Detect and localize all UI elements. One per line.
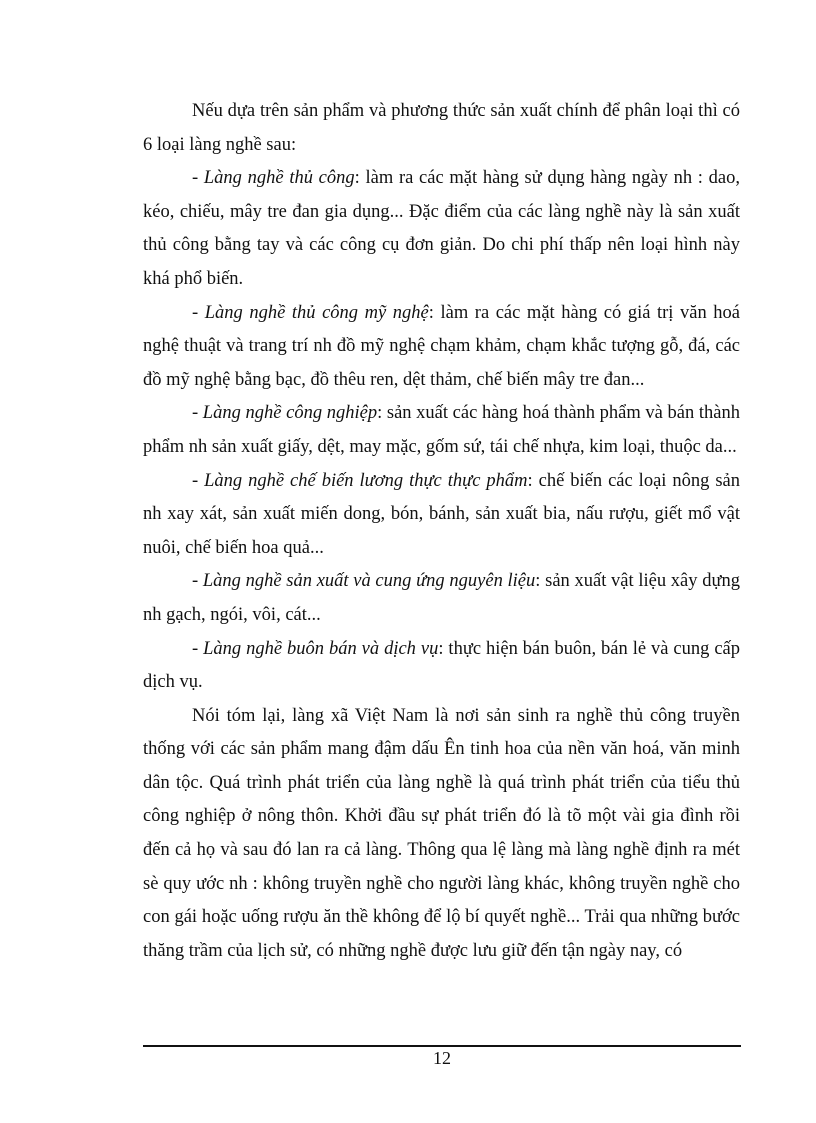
category-paragraph-materials (143, 565, 740, 632)
category-description: : chế biến các loại nông sản nh xay xát, sản xuất miến dong, bón, bánh, sản xuất bia, nấu rượu, giết mổ vật nuôi, chế biến hoa quả... (143, 470, 741, 558)
category-paragraph-food-processing (143, 465, 740, 566)
category-paragraph-handicraft (143, 162, 740, 296)
category-paragraph-industrial (143, 397, 740, 464)
category-term: - Làng nghề buôn bán và dịch vụ (192, 638, 439, 659)
body-text (143, 95, 740, 968)
category-term: - Làng nghề sản xuất và cung ứng nguyên liệu (192, 571, 536, 592)
category-description: : thực hiện bán buôn, bán lẻ và cung cấp dịch vụ. (143, 638, 740, 693)
intro-paragraph (143, 95, 740, 162)
category-paragraph-fine-art (143, 297, 740, 398)
category-term: - Làng nghề thủ công (192, 168, 355, 189)
intro-text: Nếu dựa trên sản phẩm và phương thức sản xuất chính để phân loại thì có 6 loại làng nghề sau: (143, 101, 740, 155)
category-term: - Làng nghề công nghiệp (192, 403, 378, 424)
category-term: - Làng nghề thủ công mỹ nghệ (192, 302, 429, 323)
conclusion-paragraph (143, 700, 740, 969)
category-description: : sản xuất vật liệu xây dựng nh gạch, ngói, vôi, cát... (143, 571, 740, 625)
conclusion-text: Nói tóm lại, làng xã Việt Nam là nơi sản sinh ra nghề thủ công truyền thống với các sản phẩm mang đậm dấu Ên tinh hoa của nền văn hoá, văn minh dân tộc. Quá trình phát triển của làng nghề là quá trình phát triển của tiểu thủ công nghiệp ở nông thôn. Khởi đầu sự phát triển đó là tõ một vài gia đình rồi đến cả họ và sau đó lan ra cả làng. Thông qua lệ làng mà làng nghề định ra mét sè quy ước nh : không truyền nghề cho người làng khác, không truyền nghề cho con gái hoặc uống rượu ăn thề không để lộ bí quyết nghề... Trải qua những bước thăng trầm của lịch sử, có những nghề được lưu giữ đến tận ngày nay, có (143, 705, 740, 961)
category-paragraph-trade-services (143, 633, 740, 700)
category-description: : sản xuất các hàng hoá thành phẩm và bán thành phẩm nh sản xuất giấy, dệt, may mặc, gốm sứ, tái chế nhựa, kim loại, thuộc da... (143, 403, 740, 457)
category-description: : làm ra các mặt hàng có giá trị văn hoá nghệ thuật và trang trí nh đồ mỹ nghệ chạm khảm, chạm khắc tượng gỗ, đá, các đồ mỹ nghệ bằng bạc, đồ thêu ren, dệt thảm, chế biến mây tre đan... (143, 302, 741, 390)
page-number: 12 (433, 1048, 451, 1068)
category-term: - Làng nghề chế biến lương thực thực phẩm (192, 470, 528, 491)
category-description: : làm ra các mặt hàng sử dụng hàng ngày nh : dao, kéo, chiếu, mây tre đan gia dụng... Đặc điểm của các làng nghề này là sản xuất thủ công bằng tay và các công cụ đơn giản. Do chi phí thấp nên loại hình này khá phổ biến. (143, 168, 740, 289)
